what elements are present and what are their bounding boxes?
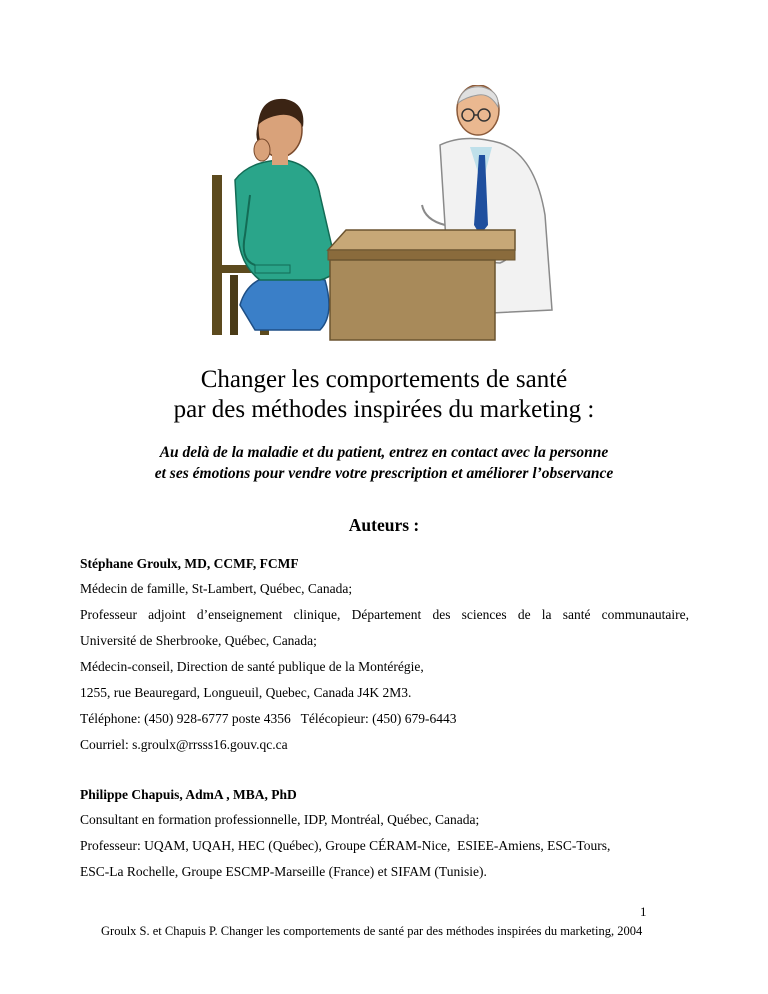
- page-number: 1: [640, 904, 647, 919]
- author1-line: Université de Sherbrooke, Québec, Canada;: [80, 633, 317, 648]
- document-title-line2: par des méthodes inspirées du marketing :: [173, 396, 595, 423]
- patient-figure: [235, 99, 336, 330]
- author1-line: Téléphone: (450) 928-6777 poste 4356 Télécopieur: (450) 679-6443: [80, 711, 457, 726]
- desk: [328, 230, 515, 340]
- author1-email: Courriel: s.groulx@rrsss16.gouv.qc.ca: [80, 737, 288, 752]
- consultation-illustration: [200, 85, 570, 345]
- author1-line: 1255, rue Beauregard, Longueuil, Quebec, Canada J4K 2M3.: [80, 685, 412, 700]
- author2-line: Professeur: UQAM, UQAH, HEC (Québec), Groupe CÉRAM-Nice, ESIEE-Amiens, ESC-Tours,: [80, 838, 611, 853]
- author2-line: Consultant en formation professionnelle, IDP, Montréal, Québec, Canada;: [80, 812, 480, 827]
- document-subtitle-line2: et ses émotions pour vendre votre prescription et améliorer l’observance: [154, 465, 614, 482]
- author2-name: Philippe Chapuis, AdmA , MBA, PhD: [80, 787, 297, 802]
- author1-line: Médecin de famille, St-Lambert, Québec, Canada;: [80, 581, 353, 596]
- authors-heading: Auteurs :: [348, 515, 420, 535]
- document-title-line1: Changer les comportements de santé: [200, 366, 568, 393]
- author1-line: Professeur adjoint d’enseignement clinique, Département des sciences de la santé communautaire,: [80, 607, 689, 622]
- author1-name: Stéphane Groulx, MD, CCMF, FCMF: [80, 556, 299, 571]
- author2-line: ESC-La Rochelle, Groupe ESCMP-Marseille (France) et SIFAM (Tunisie).: [80, 864, 487, 879]
- page-footer: Groulx S. et Chapuis P. Changer les comportements de santé par des méthodes inspirées du marketing, 2004: [101, 924, 643, 938]
- document-subtitle-line1: Au delà de la maladie et du patient, entrez en contact avec la personne: [159, 444, 609, 461]
- author1-line: Médecin-conseil, Direction de santé publique de la Montérégie,: [80, 659, 424, 674]
